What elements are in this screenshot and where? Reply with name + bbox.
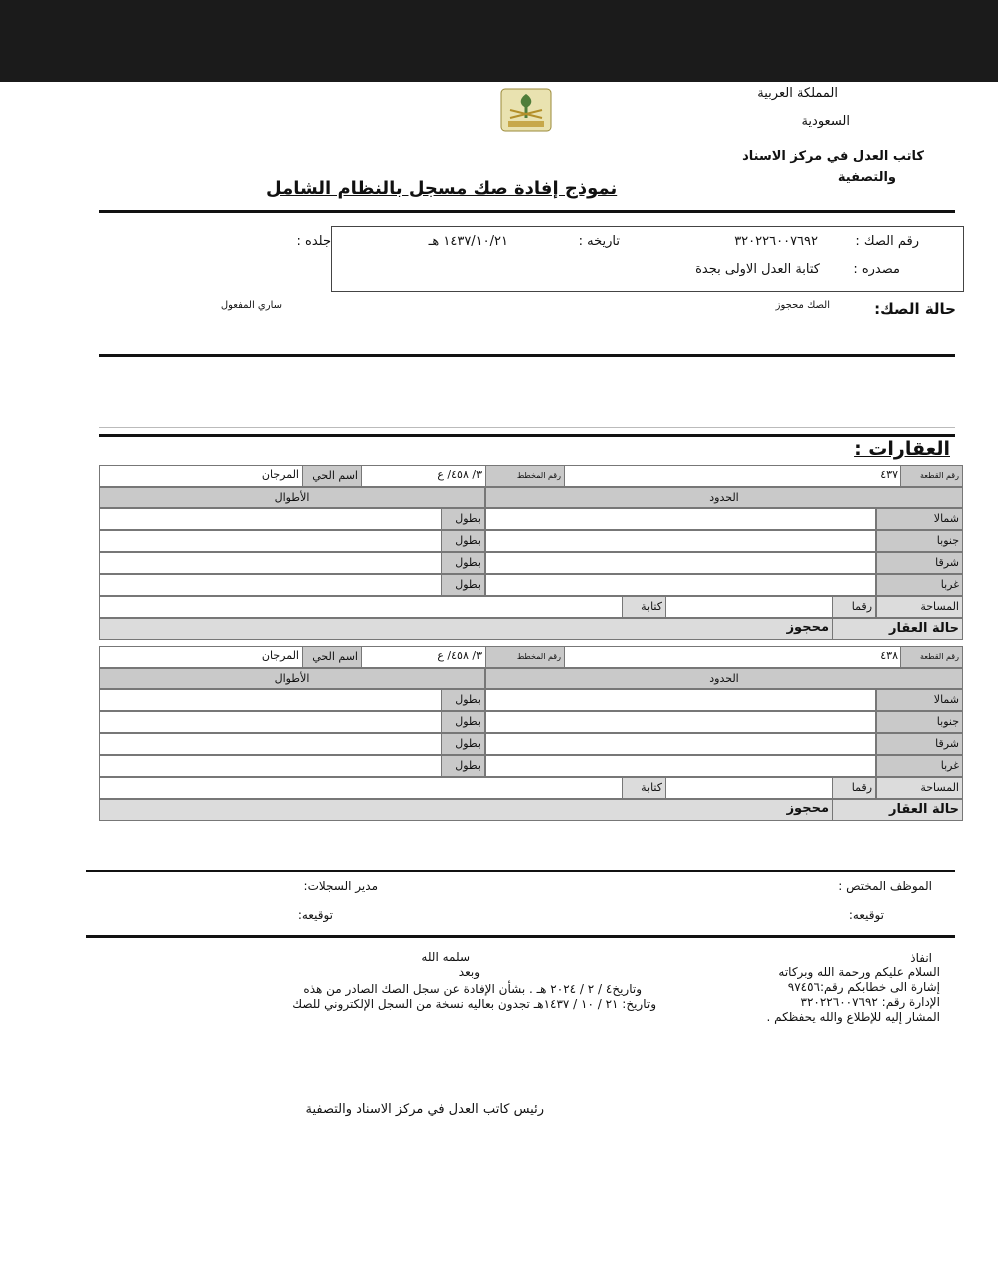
form-title: نموذج إفادة صك مسجل بالنظام الشامل (266, 178, 618, 199)
north-label: شمالا (876, 689, 963, 711)
district-value: المرجان (261, 649, 299, 662)
office-line2: والتصفية (837, 170, 896, 185)
length-label: بطول (441, 552, 485, 574)
title-divider (99, 210, 955, 213)
deed-date-label: تاريخه : (578, 234, 620, 249)
in-words-label: كتابة (622, 596, 666, 618)
signature-bottom-divider (86, 935, 955, 938)
north-label: شمالا (876, 508, 963, 530)
boundaries-header: الحدود (485, 487, 963, 508)
letter-reference-date: وتاريخ٤ / ٢ / ٢٠٢٤ هـ . بشأن الإفادة عن سجل الصك الصادر من هذه (303, 982, 642, 996)
length-label: بطول (441, 733, 485, 755)
lengths-header: الأطوال (99, 487, 485, 508)
letter-closing: المشار إليه للإطلاع والله يحفظكم . (766, 1010, 940, 1024)
south-value (485, 711, 876, 733)
officer-label: الموظف المختص : (838, 879, 932, 893)
west-value (485, 755, 876, 777)
west-label: غربا (876, 574, 963, 596)
plot-no-label: رقم القطعة (900, 646, 963, 668)
property-status-value: محجوز (786, 801, 829, 816)
in-numbers-label: رقما (832, 777, 876, 799)
district-label: اسم الحي (302, 646, 362, 668)
plan-no-value: ٣/ ٤٥٨/ ع (437, 468, 482, 481)
length-label: بطول (441, 530, 485, 552)
in-numbers-label: رقما (832, 596, 876, 618)
length-label: بطول (441, 711, 485, 733)
west-value (485, 574, 876, 596)
deed-source-value: كتابة العدل الاولى بجدة (695, 262, 820, 277)
lengths-header: الأطوال (99, 668, 485, 689)
property-status-label: حالة العقار (832, 799, 963, 821)
north-value (485, 508, 876, 530)
in-words-label: كتابة (622, 777, 666, 799)
area-label: المساحة (876, 596, 963, 618)
letter-greeting: السلام عليكم ورحمة الله وبركاته (778, 965, 940, 979)
status-divider (99, 354, 955, 357)
boundaries-header: الحدود (485, 668, 963, 689)
length-label: بطول (441, 689, 485, 711)
property-status-label: حالة العقار (832, 618, 963, 640)
length-label: بطول (441, 574, 485, 596)
letter-signature: رئيس كاتب العدل في مركز الاسناد والتصفية (305, 1102, 544, 1117)
deed-source-label: مصدره : (853, 262, 900, 277)
manager-label: مدير السجلات: (303, 879, 378, 893)
properties-title: العقارات : (854, 438, 950, 460)
deed-number-value: ٣٢٠٢٢٦٠٠٧٦٩٢ (734, 234, 818, 249)
manager-signature: توقيعه: (297, 908, 333, 922)
deed-number-label: رقم الصك : (855, 234, 919, 249)
plan-no-label: رقم المخطط (485, 646, 565, 668)
letter-admin-date: وتاريخ: ٢١ / ١٠ / ١٤٣٧هـ تجدون بعاليه نسخة من السجل الإلكتروني للصك (292, 997, 656, 1011)
east-value (485, 733, 876, 755)
signature-top-divider (86, 870, 955, 872)
district-value: المرجان (261, 468, 299, 481)
plan-no-label: رقم المخطط (485, 465, 565, 487)
plot-no-label: رقم القطعة (900, 465, 963, 487)
south-label: جنوبا (876, 530, 963, 552)
district-label: اسم الحي (302, 465, 362, 487)
letter-title: انفاذ (910, 951, 932, 965)
deed-date-value: ١٤٣٧/١٠/٢١ هـ (428, 234, 508, 249)
plot-no-value: ٤٣٧ (880, 468, 898, 481)
south-value (485, 530, 876, 552)
north-value (485, 689, 876, 711)
west-label: غربا (876, 755, 963, 777)
south-label: جنوبا (876, 711, 963, 733)
letter-wabad: وبعد (458, 965, 480, 979)
deed-volume-label: جلده : (296, 234, 331, 249)
office-line1: كاتب العدل في مركز الاسناد (742, 149, 924, 164)
deed-status-value: الصك محجوز (775, 300, 830, 311)
emblem-logo (500, 88, 552, 132)
property-status-value: محجوز (786, 620, 829, 635)
officer-signature: توقيعه: (848, 908, 884, 922)
letter-admin-number: الإدارة رقم: ٣٢٠٢٢٦٠٠٧٦٩٢ (800, 995, 940, 1009)
letter-salutation: سلمه الله (421, 950, 470, 964)
length-label: بطول (441, 508, 485, 530)
area-label: المساحة (876, 777, 963, 799)
country-line1: المملكة العربية (757, 86, 838, 101)
length-label: بطول (441, 755, 485, 777)
document-page (0, 82, 998, 1280)
plan-no-value: ٣/ ٤٥٨/ ع (437, 649, 482, 662)
deed-effect-value: ساري المفعول (220, 300, 282, 311)
east-value (485, 552, 876, 574)
letter-reference: إشارة الى خطابكم رقم:٩٧٤٥٦ (787, 980, 940, 994)
deed-status-label: حالة الصك: (874, 300, 956, 318)
properties-divider (99, 434, 955, 437)
plot-no-value: ٤٣٨ (880, 649, 898, 662)
country-line2: السعودية (801, 114, 850, 129)
east-label: شرقا (876, 552, 963, 574)
faint-divider (99, 427, 955, 428)
east-label: شرقا (876, 733, 963, 755)
